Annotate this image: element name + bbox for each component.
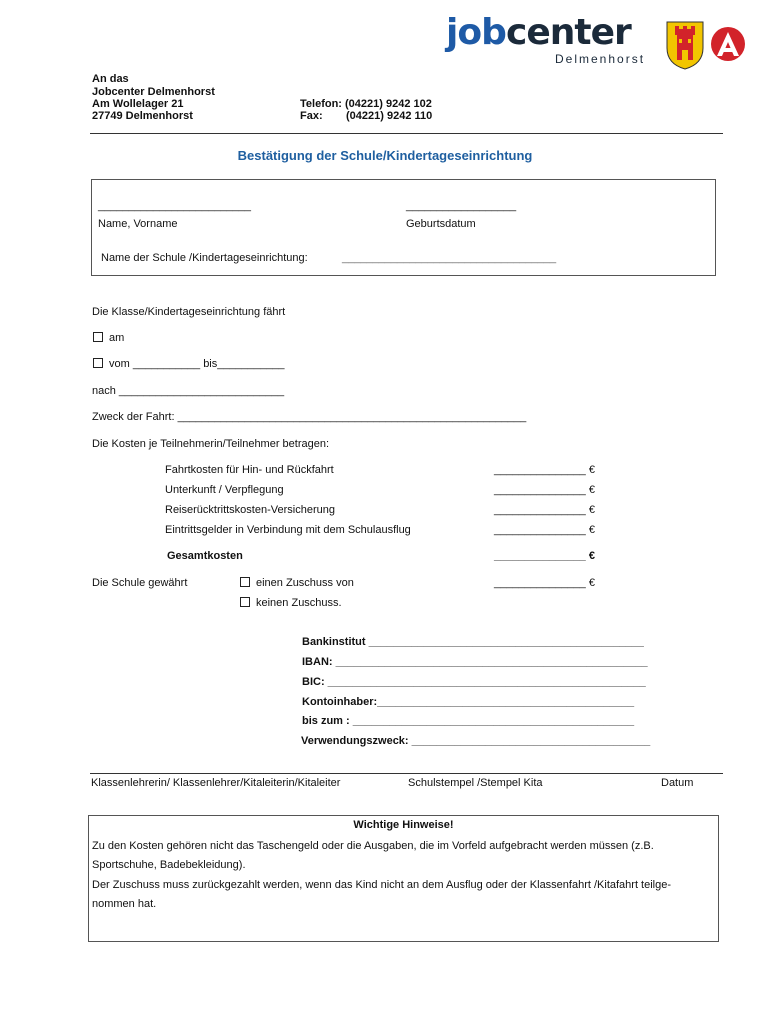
grant-yes-label: einen Zuschuss von (256, 577, 354, 589)
purpose-field[interactable]: Zweck der Fahrt: _________________________________________________________ (92, 411, 527, 423)
vom-bis-field[interactable]: vom ___________ bis___________ (109, 358, 285, 370)
logo-city: Delmenhorst (555, 52, 646, 66)
bic-field[interactable]: BIC: ____________________________________________________ (302, 676, 646, 688)
dob-field-label: Geburtsdatum (406, 218, 476, 230)
cost-label-admission: Eintrittsgelder in Verbindung mit dem Schulausflug (165, 524, 411, 536)
contact-fax-value: (04221) 9242 110 (346, 110, 433, 122)
until-field[interactable]: bis zum : ______________________________________________ (302, 715, 635, 727)
city-coat-of-arms-icon (665, 20, 705, 70)
cost-line-insurance[interactable]: _______________ € (494, 504, 595, 516)
arbeitsagentur-logo-icon (710, 26, 746, 62)
signature-date-label: Datum (661, 777, 694, 789)
address-line-1: An das (92, 73, 129, 85)
jobcenter-logo (446, 12, 746, 72)
am-checkbox[interactable] (93, 332, 103, 342)
name-field-line[interactable]: _________________________ (98, 200, 251, 212)
cost-label-travel: Fahrtkosten für Hin- und Rückfahrt (165, 464, 334, 476)
school-field-label: Name der Schule /Kindertageseinrichtung: (101, 252, 308, 264)
trip-intro: Die Klasse/Kindertageseinrichtung fährt (92, 306, 286, 318)
total-cost-line[interactable]: _______________ € (494, 550, 595, 562)
costs-intro: Die Kosten je Teilnehmerin/Teilnehmer betragen: (92, 438, 330, 450)
address-line-3: Am Wollelager 21 (92, 98, 184, 110)
grant-no-label: keinen Zuschuss. (256, 597, 342, 609)
notes-line-3: Der Zuschuss muss zurückgezahlt werden, wenn das Kind nicht an dem Ausflug oder der Klassenfahrt /Kitafahrt teilge- (92, 879, 672, 891)
signature-stamp-label: Schulstempel /Stempel Kita (408, 777, 543, 789)
address-line-4: 27749 Delmenhorst (92, 110, 193, 122)
signature-teacher-label: Klassenlehrerin/ Klassenlehrer/Kitaleiterin/Kitaleiter (91, 777, 341, 789)
bank-institut-field[interactable]: Bankinstitut _____________________________________________ (302, 636, 644, 648)
contact-fax-label: Fax: (300, 110, 323, 122)
address-line-2: Jobcenter Delmenhorst (92, 86, 215, 98)
name-field-label: Name, Vorname (98, 218, 178, 230)
dob-field-line[interactable]: __________________ (406, 200, 517, 212)
page-title: Bestätigung der Schule/Kindertageseinrichtung (237, 148, 533, 163)
total-cost-label: Gesamtkosten (167, 550, 243, 562)
logo-word-job: job (446, 12, 506, 53)
account-holder-field[interactable]: Kontoinhaber:__________________________________________ (302, 696, 635, 708)
notes-line-1: Zu den Kosten gehören nicht das Taschengeld oder die Ausgaben, die im Vorfeld aufgebracht werden müssen (z.B. (92, 840, 654, 852)
grant-amount-line[interactable]: _______________ € (494, 577, 595, 589)
grant-no-checkbox[interactable] (240, 597, 250, 607)
nach-field[interactable]: nach ___________________________ (92, 385, 285, 397)
cost-line-travel[interactable]: _______________ € (494, 464, 595, 476)
cost-line-lodging[interactable]: _______________ € (494, 484, 595, 496)
logo-word-center: center (506, 12, 631, 53)
school-field-line[interactable]: ___________________________________ (342, 252, 557, 264)
contact-phone: Telefon: (04221) 9242 102 (300, 98, 432, 110)
header-divider (90, 133, 723, 134)
cost-label-lodging: Unterkunft / Verpflegung (165, 484, 284, 496)
vom-checkbox[interactable] (93, 358, 103, 368)
reference-field[interactable]: Verwendungszweck: _______________________________________ (301, 735, 651, 747)
cost-line-admission[interactable]: _______________ € (494, 524, 595, 536)
cost-label-insurance: Reiserücktrittskosten-Versicherung (165, 504, 335, 516)
grant-yes-checkbox[interactable] (240, 577, 250, 587)
signature-divider (90, 773, 723, 774)
grant-label: Die Schule gewährt (92, 577, 188, 589)
iban-field[interactable]: IBAN: ___________________________________________________ (302, 656, 648, 668)
notes-title: Wichtige Hinweise! (353, 819, 454, 831)
notes-line-4: nommen hat. (92, 898, 157, 910)
am-label: am (109, 332, 125, 344)
notes-line-2: Sportschuhe, Badebekleidung). (92, 859, 246, 871)
